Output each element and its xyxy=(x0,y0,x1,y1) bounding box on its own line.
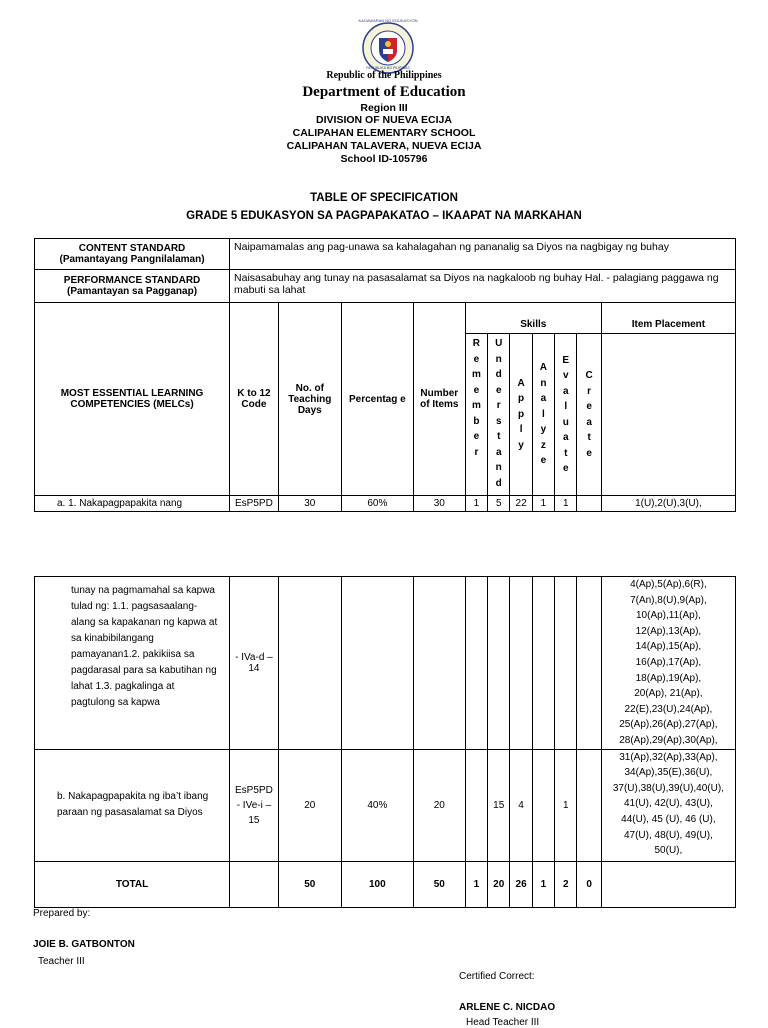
total-days: 50 xyxy=(278,861,341,907)
placement-header: Item Placement xyxy=(601,303,735,334)
total-understand: 20 xyxy=(488,861,510,907)
division-line: DIVISION OF NUEVA ECIJA xyxy=(316,114,452,126)
create-a xyxy=(577,496,601,512)
evaluate-a-cont xyxy=(555,577,577,750)
total-apply: 26 xyxy=(510,861,532,907)
remember-a-cont xyxy=(465,577,487,750)
melc-a-start: a. 1. Nakapagpapakita nang xyxy=(35,496,230,512)
evaluate-b: 1 xyxy=(555,749,577,861)
seal-bottom-text: REPUBLIKA NG PILIPINAS xyxy=(366,66,410,70)
skills-header: Skills xyxy=(465,303,601,334)
understand-a-cont xyxy=(488,577,510,750)
certified-label: Certified Correct: xyxy=(459,971,535,982)
content-standard-label xyxy=(35,239,230,270)
performance-standard-label xyxy=(35,270,230,303)
preparer-title: Teacher III xyxy=(38,956,85,967)
certifier-title: Head Teacher III xyxy=(466,1017,540,1028)
skill-evaluate-header: E v a l u a t e xyxy=(555,334,577,496)
department-line: Department of Education xyxy=(302,84,466,100)
performance-standard-subtitle: (Pamantayan sa Pagganap) xyxy=(67,286,198,297)
percentage-a-cont xyxy=(341,577,413,750)
items-header: Number of Items xyxy=(413,303,465,496)
republic-line: Republic of the Philippines xyxy=(326,70,442,81)
total-analyze: 1 xyxy=(532,861,554,907)
analyze-b xyxy=(532,749,554,861)
create-b xyxy=(577,749,601,861)
code-b: EsP5PD - IVe-i – 15 xyxy=(230,749,279,861)
document-title: TABLE OF SPECIFICATION xyxy=(310,192,458,204)
code-a-start: EsP5PD xyxy=(230,496,279,512)
specification-table-bottom xyxy=(34,576,736,908)
remember-b xyxy=(465,749,487,861)
percentage-header: Percentag e xyxy=(341,303,413,496)
remember-a: 1 xyxy=(465,496,487,512)
melc-header: MOST ESSENTIAL LEARNING COMPETENCIES (MELCs) xyxy=(35,303,230,496)
skill-create-header: C r e a t e xyxy=(577,334,601,496)
placement-a-continued: 4(Ap),5(Ap),6(R), 7(An),8(U),9(Ap), 10(Ap),11(Ap), 12(Ap),13(Ap), 14(Ap),15(Ap), 16(Ap),17(Ap), 18(Ap),19(Ap), 20(Ap), 21(Ap), 22(E),23(U),24(Ap), 25(Ap),26(Ap),27(Ap), 28(Ap),29(Ap),30(Ap), xyxy=(601,577,735,750)
code-a-continued: - IVa-d – 14 xyxy=(230,577,279,750)
apply-a-cont xyxy=(510,577,532,750)
school-id-line: School ID-105796 xyxy=(340,153,428,165)
preparer-name: JOIE B. GATBONTON xyxy=(33,939,135,950)
skill-apply-header: A p p l y xyxy=(510,334,532,496)
performance-standard-text: Naisasabuhay ang tunay na pasasalamat sa Diyos na nagkaloob ng buhay Hal. - palagiang paggawa ng mabuti sa lahat xyxy=(230,270,736,303)
days-a: 30 xyxy=(278,496,341,512)
skill-analyze-header: A n a l y z e xyxy=(532,334,554,496)
total-code xyxy=(230,861,279,907)
placement-a-start: 1(U),2(U),3(U), xyxy=(601,496,735,512)
content-standard-title: CONTENT STANDARD xyxy=(78,243,186,254)
total-evaluate: 2 xyxy=(555,861,577,907)
percentage-b: 40% xyxy=(341,749,413,861)
table-row xyxy=(35,749,736,861)
skill-understand-header: U n d e r s t a n d xyxy=(488,334,510,496)
apply-b: 4 xyxy=(510,749,532,861)
understand-a: 5 xyxy=(488,496,510,512)
skill-remember-header: R e m e m b e r xyxy=(465,334,487,496)
address-line: CALIPAHAN TALAVERA, NUEVA ECIJA xyxy=(286,140,482,152)
table-row-total xyxy=(35,861,736,907)
table-row xyxy=(35,496,736,512)
prepared-by-label: Prepared by: xyxy=(33,908,91,919)
total-create: 0 xyxy=(577,861,601,907)
placement-b: 31(Ap),32(Ap),33(Ap), 34(Ap),35(E),36(U), 37(U),38(U),39(U),40(U), 41(U), 42(U), 43(U), 44(U), 45 (U), 46 (U), 47(U), 48(U), 49(U), 50(U), xyxy=(601,749,735,861)
code-header: K to 12 Code xyxy=(230,303,279,496)
school-line: CALIPAHAN ELEMENTARY SCHOOL xyxy=(292,127,476,139)
specification-table-top xyxy=(34,238,736,512)
items-a: 30 xyxy=(413,496,465,512)
document-subtitle: GRADE 5 EDUKASYON SA PAGPAPAKATAO – IKAAPAT NA MARKAHAN xyxy=(186,210,582,222)
total-items: 50 xyxy=(413,861,465,907)
certifier-name: ARLENE C. NICDAO xyxy=(459,1002,556,1013)
placement-header-blank xyxy=(601,334,735,496)
items-b: 20 xyxy=(413,749,465,861)
items-a-cont xyxy=(413,577,465,750)
days-b: 20 xyxy=(278,749,341,861)
total-label: TOTAL xyxy=(35,861,230,907)
content-standard-subtitle: (Pamantayang Pangnilalaman) xyxy=(59,254,205,265)
content-standard-text: Naipamamalas ang pag-unawa sa kahalagahan ng pananalig sa Diyos na nagbigay ng buhay xyxy=(230,239,736,270)
days-header: No. of Teaching Days xyxy=(278,303,341,496)
percentage-a: 60% xyxy=(341,496,413,512)
performance-standard-title: PERFORMANCE STANDARD xyxy=(63,275,201,286)
melc-b: b. Nakapagpapakita ng iba’t ibang paraan ng pasasalamat sa Diyos xyxy=(35,749,230,861)
total-placement xyxy=(601,861,735,907)
total-remember: 1 xyxy=(465,861,487,907)
evaluate-a: 1 xyxy=(555,496,577,512)
melc-a-continued: tunay na pagmamahal sa kapwa tulad ng: 1.1. pagsasaalang-alang sa kapakanan ng kapwa at sa kinabibilangang pamayanan1.2. pakikiisa sa pagdarasal para sa kabutihan ng lahat 1.3. pagkalinga at pagtulong sa kapwa xyxy=(35,577,230,750)
table-row xyxy=(35,577,736,750)
understand-b: 15 xyxy=(488,749,510,861)
region-line: Region III xyxy=(360,102,408,114)
analyze-a-cont xyxy=(532,577,554,750)
analyze-a: 1 xyxy=(532,496,554,512)
create-a-cont xyxy=(577,577,601,750)
total-percentage: 100 xyxy=(341,861,413,907)
days-a-cont xyxy=(278,577,341,750)
apply-a: 22 xyxy=(510,496,532,512)
seal-ring-text: KAGAWARAN NG EDUKASYON xyxy=(358,18,418,23)
